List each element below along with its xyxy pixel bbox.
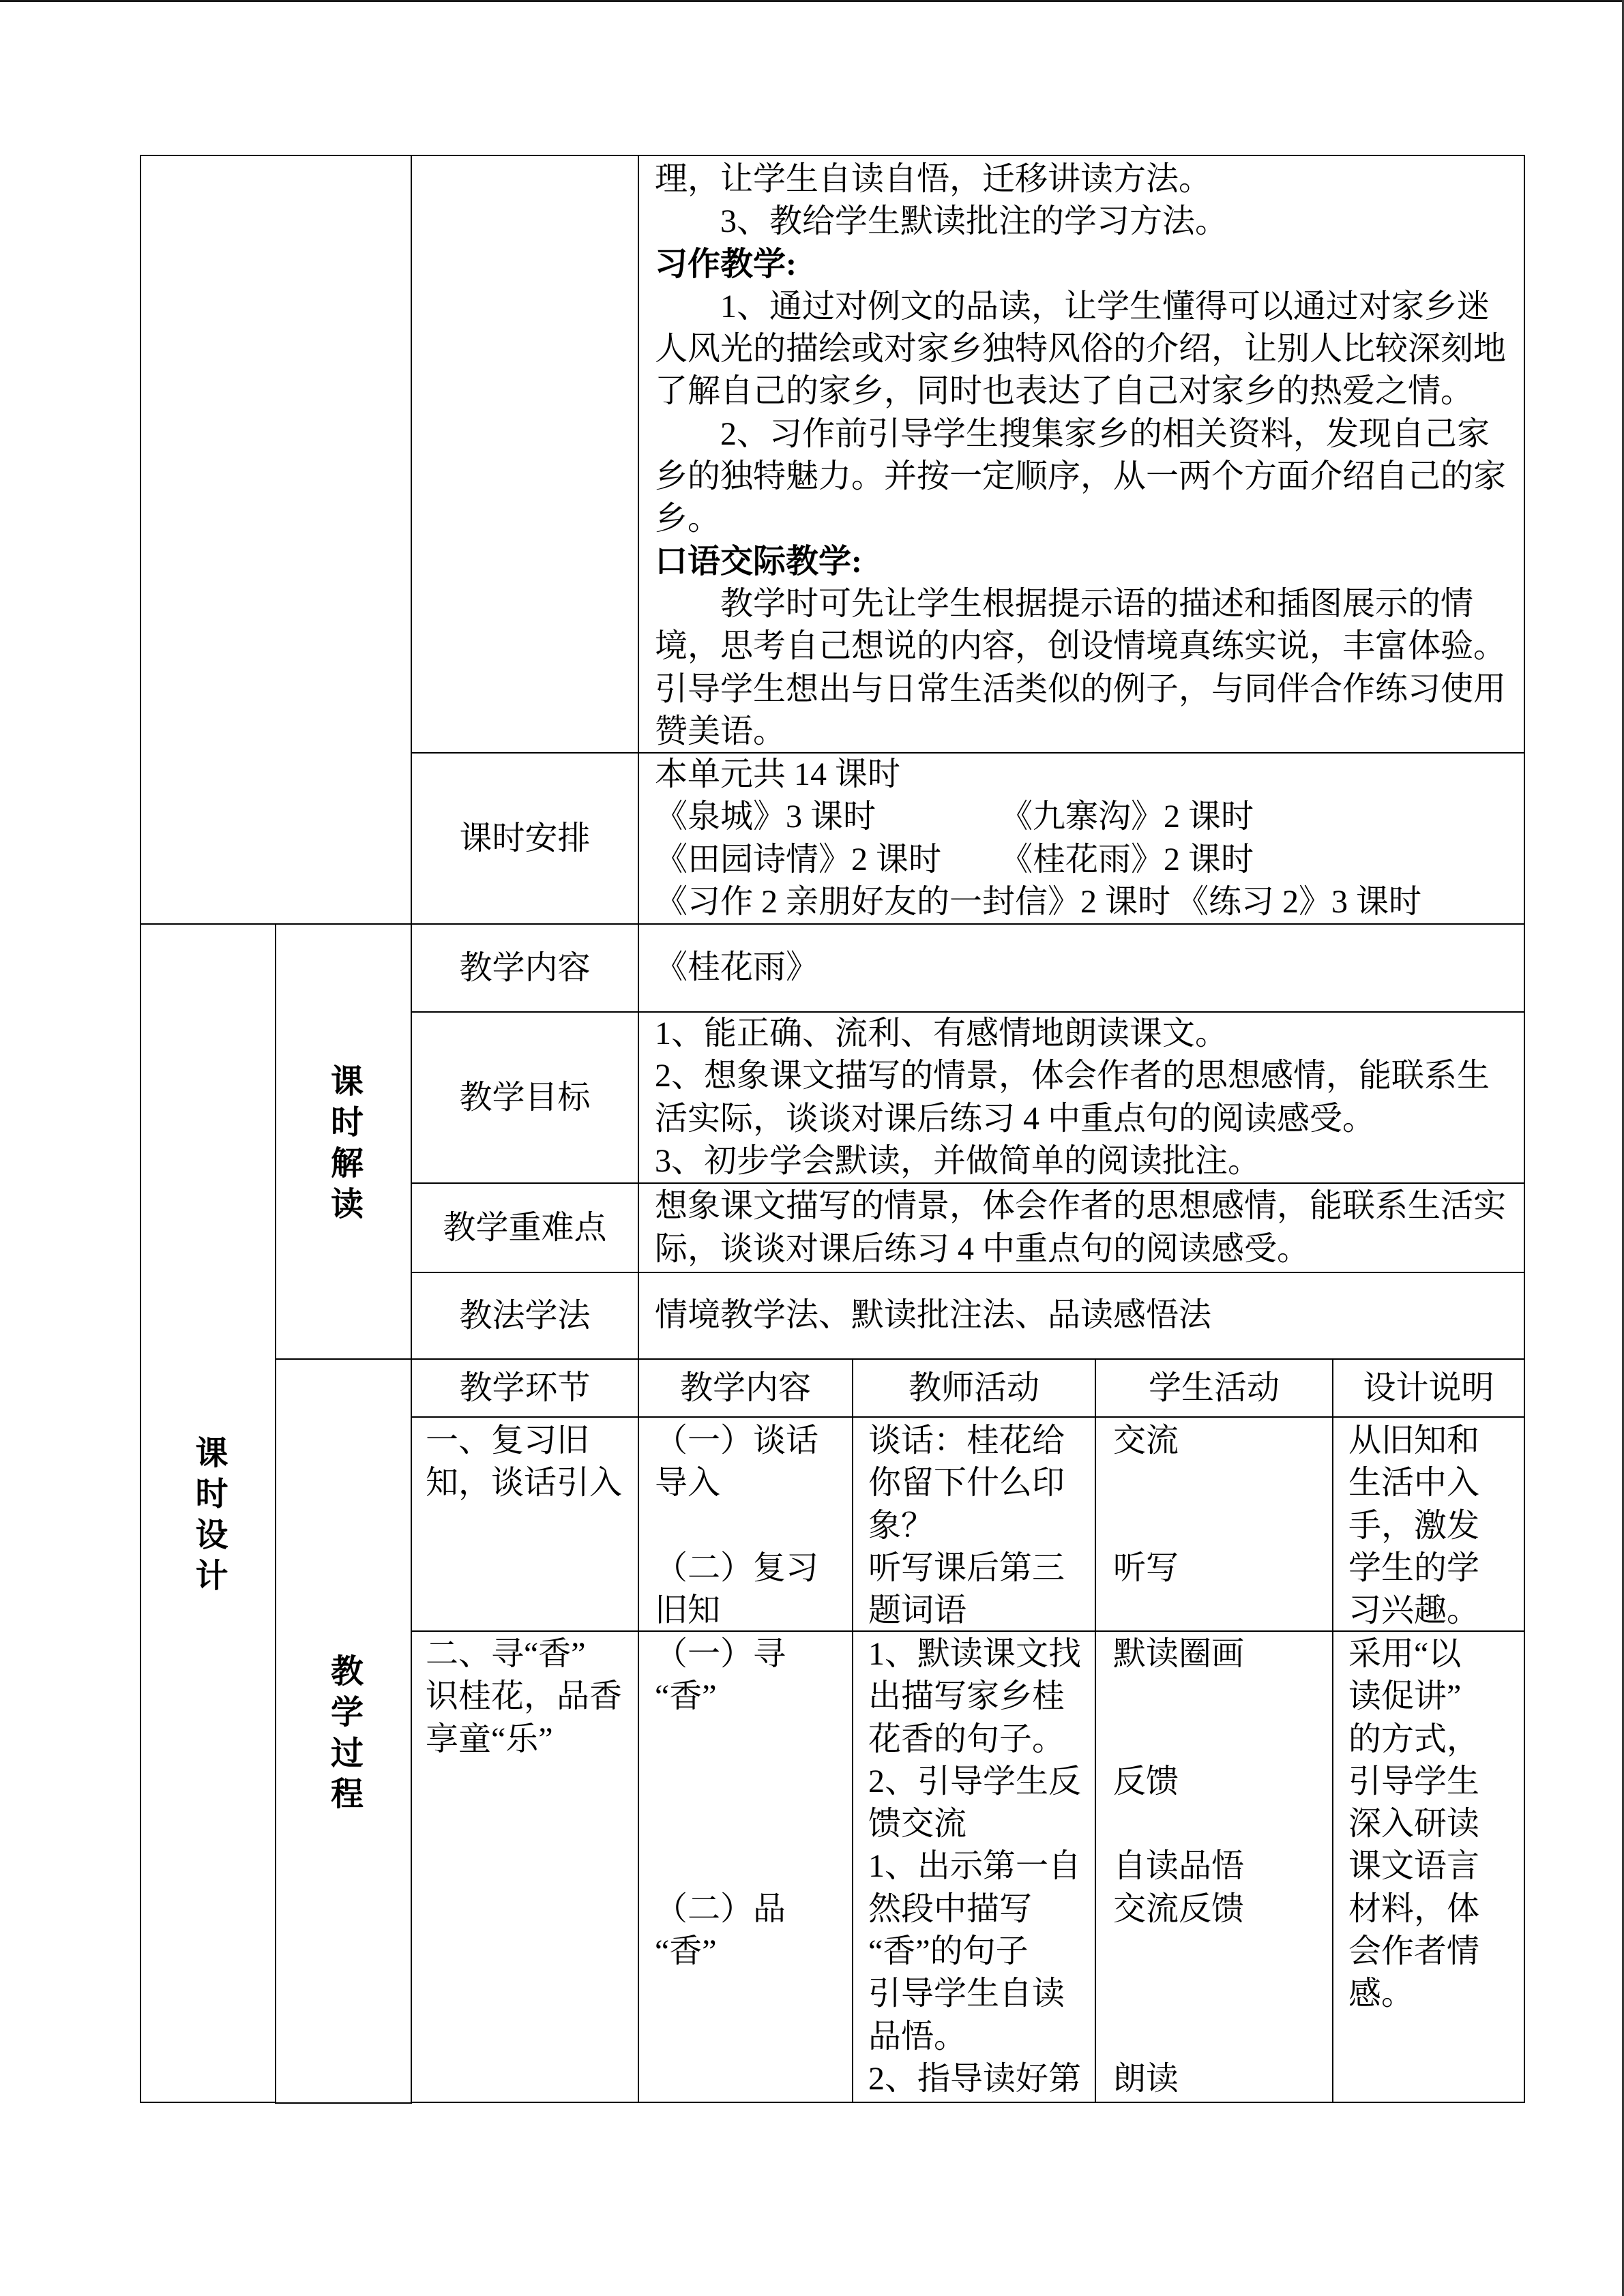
text-line: （二）复习 (655, 1549, 819, 1586)
text-line: 谈话：桂花给 (868, 1422, 1065, 1459)
row-1-content (638, 1416, 853, 1632)
text-line: 听写课后第三 (868, 1549, 1065, 1586)
header-student-activity (1095, 1358, 1333, 1418)
header-label: 设计说明 (1363, 1369, 1494, 1406)
blank-line (1113, 1803, 1332, 1845)
text-line: 引导学生想出与日常生活类似的例子，与同伴合作练习使用 (655, 670, 1507, 707)
blank-line (1113, 1718, 1332, 1761)
lesson-interpretation-label-cell (275, 923, 412, 1360)
schedule-cell (638, 752, 1525, 925)
schedule-item: 《田园诗情》2 课时 (655, 841, 942, 878)
header-label: 教学环节 (459, 1369, 591, 1406)
schedule-item: 《练习 2》3 课时 (1176, 883, 1422, 920)
text-line: 的方式， (1348, 1720, 1480, 1757)
continued-empty-cell (140, 155, 412, 925)
page-edge-top (0, 0, 1624, 2)
text-line: 从旧知和 (1348, 1422, 1480, 1459)
text-line: 旧知 (655, 1592, 721, 1629)
text-line: 会作者情 (1348, 1933, 1480, 1970)
text-line: 深入研读 (1348, 1806, 1480, 1843)
key-points-label-cell (411, 1182, 639, 1273)
text-line: 知，谈话引入 (426, 1465, 623, 1502)
row-2-stage (411, 1630, 639, 2103)
objectives-label-cell (411, 1011, 639, 1184)
text-line: 享童“乐” (426, 1720, 553, 1757)
text-line: 反馈 (1113, 1763, 1179, 1800)
header-teaching-content (638, 1358, 853, 1418)
teaching-content-value: 《桂花雨》 (655, 949, 819, 986)
lesson-design-label-cell (140, 923, 276, 2103)
objective-line: 1、能正确、流利、有感情地朗读课文。 (655, 1015, 1228, 1052)
methods-value: 情境教学法、默读批注法、品读感悟法 (655, 1297, 1212, 1334)
teaching-content-label: 教学内容 (459, 949, 591, 986)
text-line: 1、通过对例文的品读，让学生懂得可以通过对家乡迷 (720, 288, 1490, 325)
text-line: “香”的句子 (868, 1933, 1029, 1970)
blank-line (655, 1761, 852, 1803)
teaching-process-label-cell (275, 1358, 412, 2104)
schedule-total: 本单元共 14 课时 (655, 756, 901, 792)
text-line: 乡。 (655, 501, 721, 537)
methods-cell (638, 1272, 1525, 1360)
header-design-rationale (1332, 1358, 1525, 1418)
row-2-teacher (852, 1630, 1096, 2103)
text-line: （一）寻 (655, 1636, 786, 1672)
key-points-cell (638, 1182, 1525, 1273)
text-line: 人风光的描绘或对家乡独特风俗的介绍，让别人比较深刻地 (655, 331, 1507, 368)
text-line: 识桂花，品香 (426, 1678, 623, 1715)
objectives-cell (638, 1011, 1525, 1184)
schedule-row (655, 796, 1524, 838)
text-line: 感。 (1348, 1976, 1415, 2012)
text-line: 你留下什么印 (868, 1465, 1065, 1502)
text-line: 2、习作前引导学生搜集家乡的相关资料，发现自己家 (720, 415, 1490, 452)
row-1-stage (411, 1416, 639, 1632)
header-label: 教学内容 (679, 1369, 811, 1406)
text-line: 品悟。 (868, 2018, 967, 2055)
text-line: 自读品悟 (1113, 1848, 1245, 1885)
row-1-student (1095, 1416, 1333, 1632)
text-line: 课文语言 (1348, 1848, 1480, 1885)
row-2-student (1095, 1630, 1333, 2103)
header-teaching-stage (411, 1358, 639, 1418)
text-line: 听写 (1113, 1549, 1179, 1586)
row-2-content (638, 1630, 853, 2103)
text-line: 1、默读课文找 (868, 1636, 1082, 1672)
text-line: 一、复习旧 (426, 1422, 590, 1459)
schedule-item: 《桂花雨》2 课时 (1000, 841, 1254, 878)
text-line: “香” (655, 1933, 717, 1970)
key-points-label: 教学重难点 (443, 1209, 607, 1246)
lesson-interpretation-label: 课时解读 (325, 1064, 362, 1227)
text-line: 材料，体 (1348, 1890, 1480, 1927)
blank-line (1113, 1973, 1332, 2015)
schedule-label-cell (411, 752, 639, 925)
text-line: 交流 (1113, 1422, 1179, 1459)
objectives-label: 教学目标 (459, 1079, 591, 1116)
unit-overview-cell (638, 155, 1525, 754)
header-teacher-activity (852, 1358, 1096, 1418)
schedule-item: 《九寨沟》2 课时 (1000, 799, 1254, 835)
text-line: 了解自己的家乡，同时也表达了自己对家乡的热爱之情。 (655, 373, 1474, 410)
text-line: 二、寻“香” (426, 1636, 586, 1672)
row-1-rationale (1332, 1416, 1525, 1632)
text-line: 象？ (868, 1507, 934, 1544)
text-line: 采用“以 (1348, 1636, 1462, 1672)
key-point-line: 际，谈谈对课后练习 4 中重点句的阅读感受。 (655, 1230, 1310, 1267)
text-line: 2、指导读好第 (868, 2060, 1082, 2097)
schedule-item: 《泉城》3 课时 (655, 799, 876, 835)
text-line: 2、引导学生反 (868, 1763, 1082, 1800)
objective-line: 活实际，谈谈对课后练习 4 中重点句的阅读感受。 (655, 1100, 1376, 1137)
text-line: （二）品 (655, 1890, 786, 1927)
lesson-design-label: 课时设计 (190, 1435, 226, 1599)
writing-teaching-heading: 习作教学: (655, 245, 797, 282)
text-line: 读促讲” (1348, 1678, 1462, 1715)
row-1-teacher (852, 1416, 1096, 1632)
blank-line (655, 1718, 852, 1761)
oral-teaching-heading: 口语交际教学: (655, 543, 862, 580)
schedule-label: 课时安排 (459, 820, 591, 856)
methods-label-cell (411, 1272, 639, 1360)
header-label: 教师活动 (908, 1369, 1039, 1406)
text-line: 理，让学生自读自悟，迁移讲读方法。 (655, 161, 1212, 197)
teaching-process-label: 教学过程 (325, 1653, 362, 1817)
row-2-rationale (1332, 1630, 1525, 2103)
text-line: 导入 (655, 1465, 721, 1502)
text-line: （一）谈话 (655, 1422, 819, 1459)
text-line: 乡的独特魅力。并按一定顺序，从一两个方面介绍自己的家 (655, 458, 1507, 495)
blank-line (1113, 1462, 1332, 1504)
objective-line: 2、想象课文描写的情景，体会作者的思想感情，能联系生 (655, 1058, 1490, 1094)
text-line: 生活中入 (1348, 1465, 1480, 1502)
text-line: 然段中描写 (868, 1890, 1033, 1927)
teaching-content-label-cell (411, 923, 639, 1013)
blank-line (1113, 1930, 1332, 1973)
text-line: 1、出示第一自 (868, 1848, 1082, 1885)
objective-line: 3、初步学会默读，并做简单的阅读批注。 (655, 1142, 1261, 1179)
text-line: 手，激发 (1348, 1507, 1480, 1544)
text-line: 交流反馈 (1113, 1890, 1245, 1927)
text-line: 出描写家乡桂 (868, 1678, 1065, 1715)
text-line: 3、教给学生默读批注的学习方法。 (720, 203, 1228, 240)
key-point-line: 想象课文描写的情景，体会作者的思想感情，能联系生活实 (655, 1188, 1507, 1225)
text-line: 引导学生自读 (868, 1976, 1065, 2012)
text-line: 默读圈画 (1113, 1636, 1245, 1672)
text-line: 馈交流 (868, 1806, 967, 1843)
text-line: 赞美语。 (655, 713, 786, 749)
text-line: 花香的句子。 (868, 1720, 1065, 1757)
text-line: 教学时可先让学生根据提示语的描述和插图展示的情 (720, 585, 1474, 622)
continued-label-cell (411, 155, 639, 754)
blank-line (1113, 2016, 1332, 2058)
header-label: 学生活动 (1148, 1369, 1280, 1406)
schedule-row (655, 839, 1524, 881)
text-line: 题词语 (868, 1592, 967, 1629)
text-line: 境，思考自己想说的内容，创设情境真练实说，丰富体验。 (655, 628, 1507, 665)
methods-label: 教法学法 (459, 1297, 591, 1334)
text-line: 引导学生 (1348, 1763, 1480, 1800)
text-line: 朗读 (1113, 2060, 1179, 2097)
blank-line (655, 1845, 852, 1888)
teaching-content-cell (638, 923, 1525, 1013)
text-line: 学生的学 (1348, 1549, 1480, 1586)
text-line: 习兴趣。 (1348, 1592, 1480, 1629)
schedule-row (655, 881, 1524, 923)
blank-line (1113, 1505, 1332, 1547)
blank-line (655, 1803, 852, 1845)
blank-line (1113, 1675, 1332, 1718)
schedule-item: 《习作 2 亲朋好友的一封信》2 课时 (655, 883, 1171, 920)
blank-line (655, 1505, 852, 1547)
text-line: “香” (655, 1678, 717, 1715)
